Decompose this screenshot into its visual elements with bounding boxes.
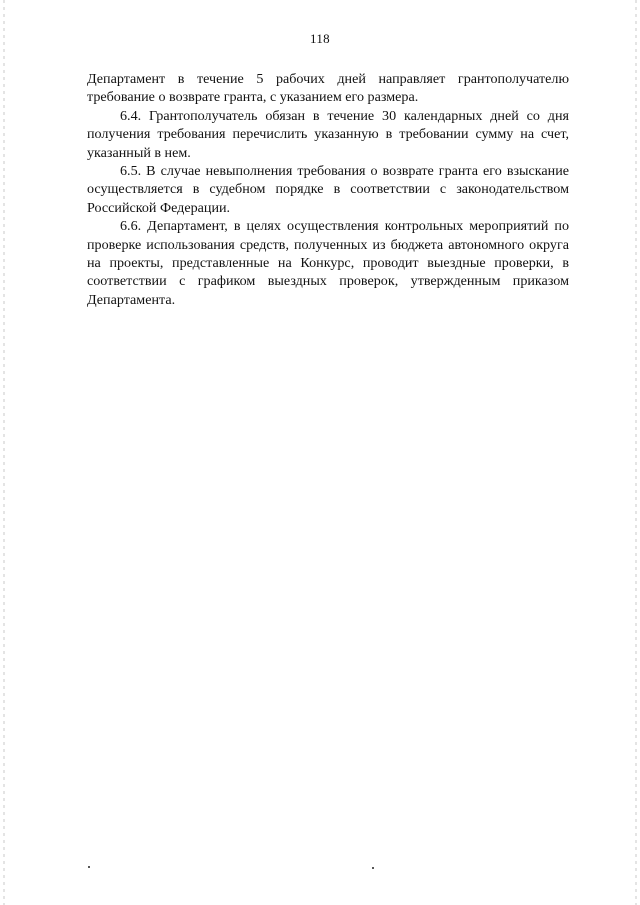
scan-edge-left (3, 0, 5, 905)
document-body (87, 70, 569, 309)
paragraph-6-6: 6.6. Департамент, в целях осуществления контрольных мероприятий по проверке использования средств, полученных из бюджета автономного округа на проекты, представленные на Конкурс, проводит выездные проверки, в соответствии с графиком выездных проверок, утвержденным приказом Департамента. (87, 218, 569, 308)
scan-edge-right (635, 0, 637, 905)
paragraph-6-5: 6.5. В случае невыполнения требования о возврате гранта его взыскание осуществляется в судебном порядке в соответствии с законодательством Российской Федерации. (87, 163, 569, 216)
paragraph-continuation: Департамент в течение 5 рабочих дней направляет грантополучателю требование о возврате гранта, с указанием его размера. (87, 71, 569, 106)
scan-speck (372, 867, 374, 869)
paragraph-6-4: 6.4. Грантополучатель обязан в течение 30 календарных дней со дня получения требования перечислить указанную в требовании сумму на счет, указанный в нем. (87, 107, 569, 161)
page-number: 118 (310, 31, 330, 46)
scan-speck (88, 866, 90, 868)
